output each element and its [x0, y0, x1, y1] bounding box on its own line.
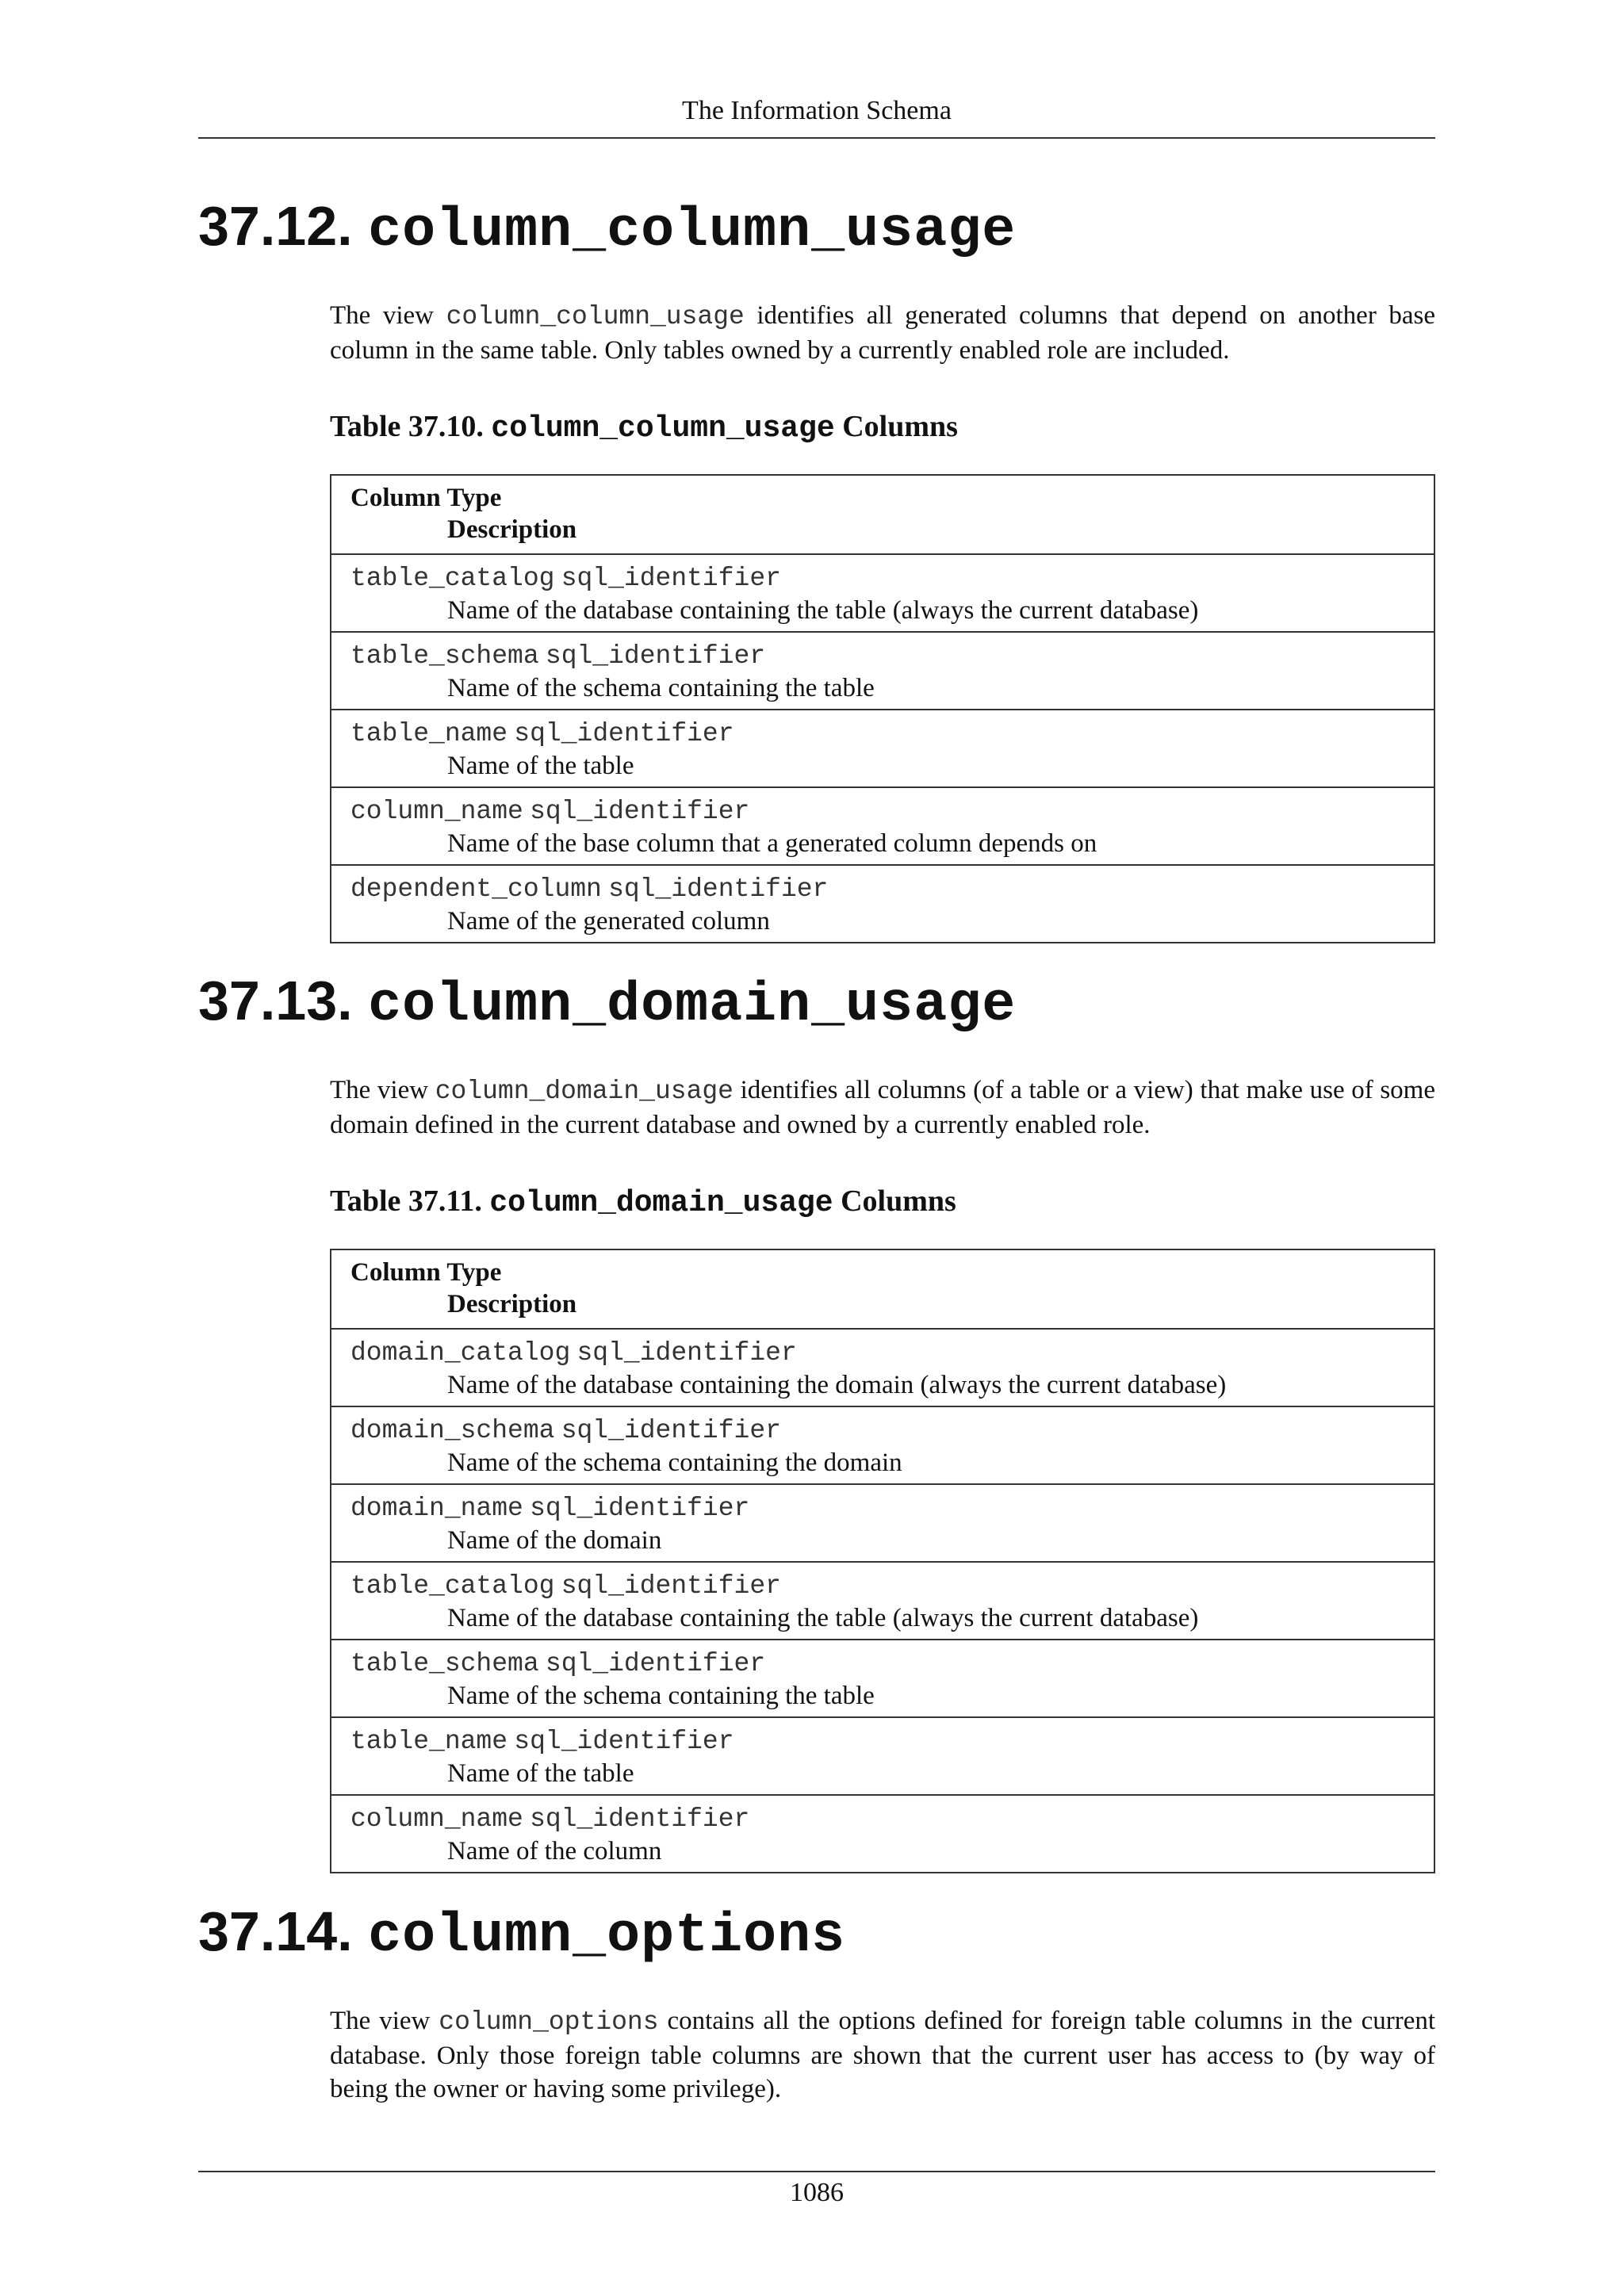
table-row [331, 631, 1434, 709]
column-description: Name of the table [447, 752, 634, 780]
section-paragraph: The view column_domain_usage identifies all columns (of a table or a view) that make use of some domain defined in the current database and owned by a currently enabled role. [330, 1076, 1435, 1139]
section-paragraph: The view column_column_usage identifies all generated columns that depend on another base column in the same table. Only tables owned by a currently enabled role are included. [330, 301, 1435, 365]
table-row [331, 1716, 1434, 1794]
section-name: column_domain_usage [368, 974, 1017, 1037]
table-row [331, 1561, 1434, 1639]
column-description: Name of the column [447, 1837, 662, 1866]
column-name: table_catalog [350, 564, 555, 593]
header-description: Description [447, 1290, 577, 1318]
column-name: domain_schema [350, 1416, 555, 1445]
table-row [331, 1639, 1434, 1716]
column-description: Name of the database containing the domain (always the current database) [447, 1371, 1227, 1399]
column-description: Name of the generated column [447, 907, 770, 936]
running-header: The Information Schema [682, 96, 952, 125]
section-body [330, 299, 1435, 943]
column-type: sql_identifier [545, 641, 766, 671]
section-body [330, 2004, 1435, 2106]
section-column-options [198, 1900, 1435, 2106]
column-description: Name of the table [447, 1759, 634, 1788]
section-body [330, 1073, 1435, 1873]
section-paragraph: The view column_options contains all the options defined for foreign table columns in the current database. Only those foreign table columns are shown that the current user has access to (by way of being the owner or having some privilege). [330, 2007, 1436, 2103]
footer-rule [198, 2171, 1435, 2172]
column-type: sql_identifier [608, 874, 829, 904]
table-row [331, 1328, 1434, 1406]
column-type: sql_identifier [530, 797, 750, 826]
column-description: Name of the database containing the table (always the current database) [447, 596, 1199, 625]
section-name: column_options [368, 1905, 846, 1968]
table-caption: Table 37.11. column_domain_usage Columns [330, 1184, 956, 1220]
table-row [331, 786, 1434, 864]
column-type: sql_identifier [561, 564, 781, 593]
header-description: Description [447, 515, 577, 544]
column-type: sql_identifier [514, 1727, 734, 1756]
header-column-type: Column Type [350, 484, 502, 512]
section-title [198, 969, 1435, 1038]
section-number: 37.13. [198, 970, 353, 1031]
section-title [198, 1900, 1435, 1969]
inline-code: column_options [439, 2007, 659, 2037]
column-type: sql_identifier [561, 1416, 781, 1445]
table-row [331, 1794, 1434, 1872]
table-header-row [331, 476, 1434, 553]
column-name: column_name [350, 1804, 523, 1834]
table-row [331, 864, 1434, 942]
inline-code: column_column_usage [446, 302, 745, 331]
column-type: sql_identifier [530, 1494, 750, 1523]
column-description: Name of the domain [447, 1526, 662, 1555]
column-type: sql_identifier [514, 719, 734, 748]
section-number: 37.12. [198, 195, 353, 257]
table-header-row [331, 1250, 1434, 1328]
column-description: Name of the database containing the table (always the current database) [447, 1604, 1199, 1632]
header-column-type: Column Type [350, 1258, 502, 1287]
columns-table [330, 1249, 1435, 1873]
table-row [331, 709, 1434, 786]
column-description: Name of the schema containing the domain [447, 1448, 902, 1477]
header-rule [198, 137, 1435, 139]
table-row [331, 1406, 1434, 1483]
inline-code: column_domain_usage [435, 1077, 733, 1106]
column-name: table_schema [350, 1649, 539, 1678]
section-number: 37.14. [198, 1900, 353, 1962]
column-description: Name of the schema containing the table [447, 674, 875, 702]
section-column-column-usage [198, 194, 1435, 943]
column-description: Name of the schema containing the table [447, 1682, 875, 1710]
column-type: sql_identifier [545, 1649, 766, 1678]
column-type: sql_identifier [576, 1338, 797, 1368]
column-name: table_catalog [350, 1571, 555, 1601]
page-number: 1086 [790, 2178, 844, 2207]
table-caption: Table 37.10. column_column_usage Columns [330, 410, 958, 446]
column-description: Name of the base column that a generated column depends on [447, 829, 1097, 858]
column-name: domain_catalog [350, 1338, 571, 1368]
columns-table [330, 474, 1435, 943]
column-name: table_name [350, 1727, 508, 1756]
column-name: dependent_column [350, 874, 602, 904]
column-name: domain_name [350, 1494, 523, 1523]
column-type: sql_identifier [530, 1804, 750, 1834]
section-title [198, 194, 1435, 263]
column-type: sql_identifier [561, 1571, 781, 1601]
column-name: table_name [350, 719, 508, 748]
section-column-domain-usage [198, 969, 1435, 1873]
column-name: table_schema [350, 641, 539, 671]
column-name: column_name [350, 797, 523, 826]
section-name: column_column_usage [368, 200, 1017, 262]
table-row [331, 553, 1434, 631]
table-row [331, 1483, 1434, 1561]
